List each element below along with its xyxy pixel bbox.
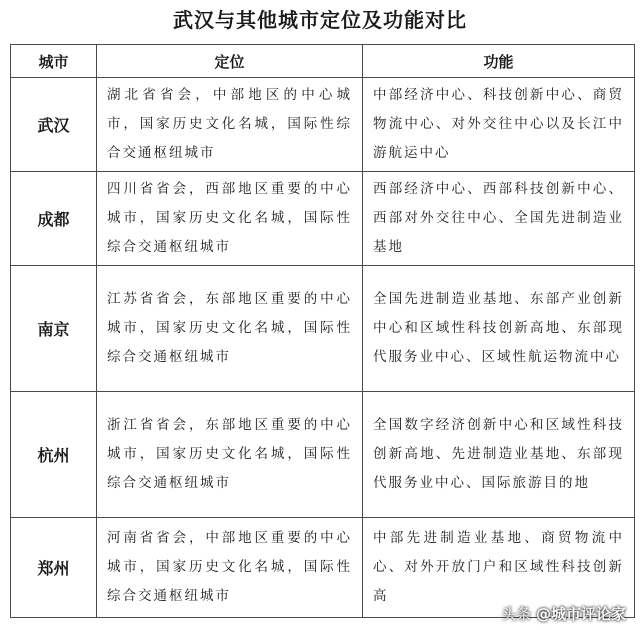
city-cell: 武汉 <box>11 78 97 172</box>
table-row-nanjing <box>11 266 635 392</box>
table-row-wuhan <box>11 78 635 172</box>
city-cell: 郑州 <box>11 518 97 618</box>
header-city: 城市 <box>11 45 97 78</box>
position-cell: 浙江省省会，东部地区重要的中心城市，国家历史文化名城，国际性综合交通枢纽城市 <box>97 392 363 518</box>
position-cell: 江苏省省会，东部地区重要的中心城市，国家历史文化名城，国际性综合交通枢纽城市 <box>97 266 363 392</box>
position-cell: 四川省省会，西部地区重要的中心城市，国家历史文化名城，国际性综合交通枢纽城市 <box>97 172 363 266</box>
city-cell: 成都 <box>11 172 97 266</box>
header-position: 定位 <box>97 45 363 78</box>
header-function: 功能 <box>363 45 635 78</box>
function-cell: 全国数字经济创新中心和区域性科技创新高地、先进制造业基地、东部现代服务业中心、国际旅游目的地 <box>363 392 635 518</box>
function-cell: 中部经济中心、科技创新中心、商贸物流中心、对外交往中心以及长江中游航运中心 <box>363 78 635 172</box>
position-cell: 河南省省会，中部地区重要的中心城市，国家历史文化名城，国际性综合交通枢纽城市 <box>97 518 363 618</box>
city-cell: 杭州 <box>11 392 97 518</box>
function-cell: 西部经济中心、西部科技创新中心、西部对外交往中心、全国先进制造业基地 <box>363 172 635 266</box>
table-title: 武汉与其他城市定位及功能对比 <box>173 8 467 32</box>
table-header-row <box>11 45 635 78</box>
function-cell: 中部先进制造业基地、商贸物流中心、对外开放门户和区域性科技创新高 <box>363 518 635 618</box>
table-row-chengdu <box>11 172 635 266</box>
source-watermark <box>501 603 626 624</box>
position-cell: 湖北省省会，中部地区的中心城市，国家历史文化名城，国际性综合交通枢纽城市 <box>97 78 363 172</box>
function-cell: 全国先进制造业基地、东部产业创新中心和区域性科技创新高地、东部现代服务业中心、区域性航运物流中心 <box>363 266 635 392</box>
table-row-hangzhou <box>11 392 635 518</box>
comparison-table <box>10 44 635 618</box>
watermark-handle: @城市评论家 <box>535 605 626 623</box>
watermark-source: 头条 <box>501 605 532 623</box>
city-cell: 南京 <box>11 266 97 392</box>
